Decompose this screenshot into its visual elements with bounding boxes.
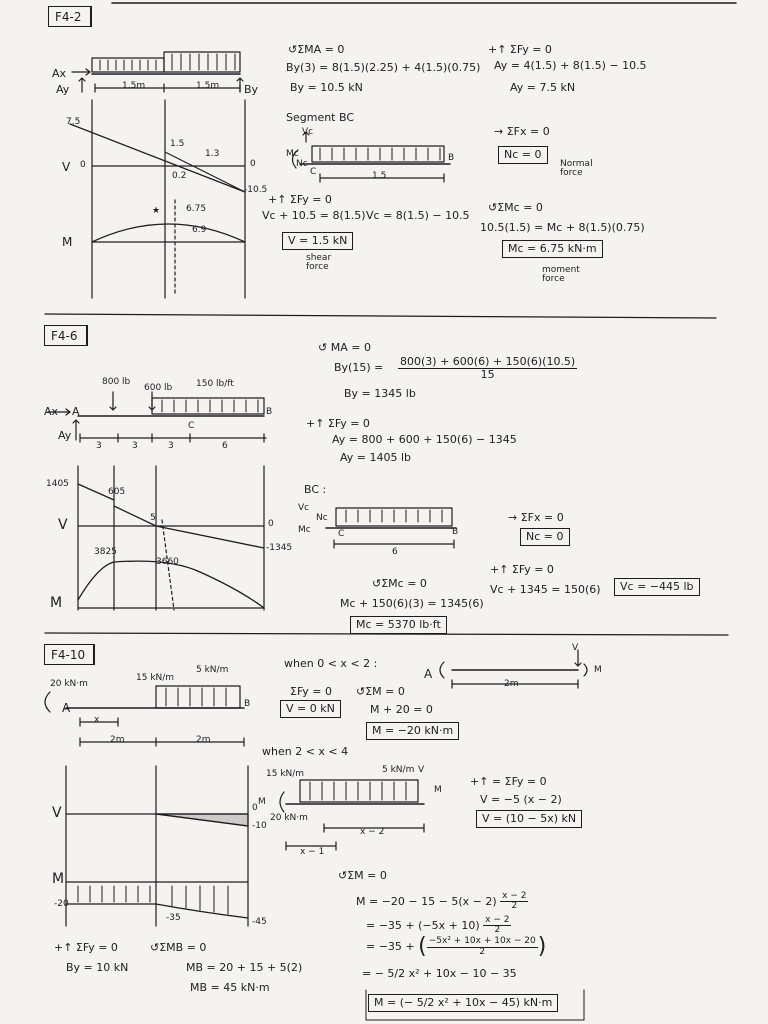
f4-2-box-mc: Mc = 6.75 kN·m <box>502 240 603 258</box>
f4-6-d4: 6 <box>222 441 228 451</box>
f4-10-fbd1-m: M <box>594 665 602 675</box>
f4-6-eq-fy-2: Ay = 1405 lb <box>340 451 412 464</box>
f4-2-eq-fy2-1: Vc + 10.5 = 8(1.5) <box>262 209 366 222</box>
f4-2-eq-mc-1: 10.5(1.5) = Mc + 8(1.5)(0.75) <box>480 221 645 234</box>
f4-10-beam-diagram <box>45 686 244 746</box>
f4-6-m-axis: M <box>50 595 63 611</box>
f4-10-v-zero: 0 <box>252 803 258 813</box>
f4-2-dim2: 1.5m <box>196 81 220 91</box>
f4-6-beam-diagram <box>48 392 266 442</box>
f4-6-bc-label: BC : <box>304 483 327 496</box>
f4-10-eq-m2-1-num: x − 2 <box>502 891 527 901</box>
f4-2-ay-label: Ay <box>56 83 70 96</box>
f4-10-case1-head: when 0 < x < 2 : <box>284 657 378 670</box>
f4-2-v-top: 7.5 <box>66 117 81 127</box>
f4-10-shear-moment-diagram <box>66 766 248 926</box>
f4-6-bc-c: C <box>338 529 345 539</box>
f4-2-v-zero: 0 <box>80 160 86 170</box>
f4-2-v-zero-right: 0 <box>250 159 256 169</box>
f4-6-a: A <box>72 405 80 418</box>
problem-header-f4-6: F4-6 <box>44 325 88 346</box>
f4-2-seg-mc: Mc <box>286 149 299 159</box>
f4-10-load-start: 15 kN/m <box>136 673 175 683</box>
f4-6-m-val2: 3660 <box>156 557 179 567</box>
f4-10-eq-by-1: By = 10 kN <box>66 961 129 974</box>
f4-10-eq-m2-3-num: −5x² + 10x + 10x − 20 <box>428 936 536 947</box>
f4-10-eq-m2-head: ↺ΣM = 0 <box>338 869 387 882</box>
f4-6-eq-ma-1-num: 800(3) + 600(6) + 150(6)(10.5) <box>400 355 576 368</box>
f4-6-eq-ma-head: ↺ MA = 0 <box>318 341 371 354</box>
f4-6-bc-nc: Nc <box>316 513 328 523</box>
f4-10-m-end: -45 <box>252 917 267 927</box>
f4-6-eq-fy2-1: Vc + 1345 = 150(6) <box>490 583 601 596</box>
f4-6-eq-ma-2: By = 1345 lb <box>344 387 416 400</box>
f4-6-d3: 3 <box>168 441 174 451</box>
f4-10-load-end: 5 kN/m <box>196 665 229 675</box>
f4-10-eq-fy-head: ΣFy = 0 <box>290 685 332 698</box>
f4-2-eq-fy2-2: Vc = 8(1.5) − 10.5 <box>366 209 470 222</box>
separator-1 <box>45 314 716 318</box>
f4-6-ax: Ax <box>44 405 59 418</box>
f4-6-bc-b: B <box>452 527 459 537</box>
f4-2-ax-label: Ax <box>52 67 67 80</box>
f4-10-eq-m2-2-num: x − 2 <box>485 915 510 925</box>
f4-6-d2: 3 <box>132 441 138 451</box>
f4-6-eq-ma-1-fraction <box>398 356 577 380</box>
f4-10-case2-head: when 2 < x < 4 <box>262 745 349 758</box>
f4-10-eq-m2-3-line: = −35 + ( $\frac{\text{−5x² + 10x + 10x − 20}}{2}$ ) <box>366 934 547 959</box>
f4-6-eq-ma-1-den: 15 <box>480 367 495 381</box>
f4-2-eq-fy2-head: +↑ ΣFy = 0 <box>268 193 332 206</box>
f4-2-m-note2: 6.9 <box>192 225 207 235</box>
f4-10-eq-m2-1-line <box>356 892 528 912</box>
f4-10-eq-m2-3-den: 2 <box>479 946 486 957</box>
f4-10-dim2: 2m <box>196 735 211 745</box>
f4-10-fbd1-a: A <box>424 667 433 681</box>
f4-10-v-axis: V <box>52 805 62 821</box>
f4-2-note-moment: moment force <box>542 265 580 284</box>
f4-10-eq-m2-1: M = −20 − 15 − 5(x − 2) <box>356 894 497 908</box>
f4-2-star: ★ <box>152 206 161 216</box>
f4-10-box-final: M = (− 5/2 x² + 10x − 45) kN·m <box>368 994 558 1012</box>
f4-6-d1: 3 <box>96 441 102 451</box>
f4-10-fbd2-v: V <box>418 765 425 775</box>
f4-2-dim1: 1.5m <box>122 81 146 91</box>
f4-2-seg-vc: Vc <box>302 127 314 137</box>
f4-10-box-m20: M = −20 kN·m <box>366 722 459 740</box>
f4-6-box-mc: Mc = 5370 lb·ft <box>350 616 447 634</box>
f4-6-shear-moment-diagram <box>78 466 264 610</box>
f4-10-m-axis: M <box>52 871 65 887</box>
f4-6-v-lbl1: 605 <box>108 487 126 497</box>
f4-10-eq-m2-2: = −35 + (−5x + 10) <box>366 918 480 932</box>
f4-2-eq-moment-head: ↺ΣMA = 0 <box>288 43 345 56</box>
f4-10-eq-m2-2-den: 2 <box>494 925 501 936</box>
f4-2-seg-nc: Nc <box>296 159 308 169</box>
f4-2-note-normal: Normal force <box>560 159 593 178</box>
f4-10-m-left: -20 <box>54 899 69 909</box>
f4-2-eq-moment-2: By = 10.5 kN <box>290 81 363 94</box>
f4-6-bc-fbd <box>326 508 459 548</box>
f4-2-eq-fy-1: Ay = 4(1.5) + 8(1.5) − 10.5 <box>494 59 647 72</box>
f4-6-c: C <box>188 421 195 431</box>
f4-10-fbd2-couple: 20 kN·m <box>270 813 308 823</box>
f4-2-m-axis: M <box>62 235 73 249</box>
f4-6-m-val1: 3825 <box>94 547 117 557</box>
f4-2-note-shear: shear force <box>306 253 332 272</box>
f4-6-box-nc: Nc = 0 <box>520 528 570 546</box>
f4-2-v-val2: 1.3 <box>205 149 220 159</box>
f4-10-eq-fy2-head: +↑ = ΣFy = 0 <box>470 775 547 788</box>
f4-10-fbd2-dim2: x − 1 <box>300 847 325 857</box>
f4-6-eq-fx-head: → ΣFx = 0 <box>508 511 564 524</box>
f4-10-a: A <box>62 701 71 715</box>
f4-2-seg-dim: 1.5 <box>372 171 387 181</box>
f4-6-v-axis: V <box>58 517 68 533</box>
f4-10-fbd2-load-start: 15 kN/m <box>266 769 305 779</box>
f4-10-eq-m2-4: = − 5/2 x² + 10x − 10 − 35 <box>362 967 517 980</box>
f4-10-eq-by-head: +↑ ΣFy = 0 <box>54 941 118 954</box>
f4-10-couple: 20 kN·m <box>50 679 88 689</box>
f4-6-eq-ma-1-left: By(15) = <box>334 361 384 374</box>
f4-10-box-v2: V = (10 − 5x) kN <box>476 810 582 828</box>
f4-6-v-bottom: -1345 <box>266 543 293 553</box>
f4-10-eq-m2-3: = −35 + <box>366 940 415 953</box>
f4-2-by-label: By <box>244 83 259 96</box>
f4-10-fbd2-mleft: M <box>258 797 266 807</box>
f4-6-load3: 150 lb/ft <box>196 379 234 389</box>
f4-10-fbd1-v: V <box>572 643 579 653</box>
f4-10-fbd2-m: M <box>434 785 442 795</box>
f4-6-eq-mc-head: ↺ΣMc = 0 <box>372 577 427 590</box>
f4-10-fbd2-load-end: 5 kN/m <box>382 765 415 775</box>
f4-10-fbd2-dim1: x − 2 <box>360 827 385 837</box>
f4-2-eq-fy-head: +↑ ΣFy = 0 <box>488 43 552 56</box>
f4-10-eq-fy2-1: V = −5 (x − 2) <box>480 793 562 806</box>
f4-2-box-nc: Nc = 0 <box>498 146 548 164</box>
f4-10-x: x <box>94 715 100 725</box>
f4-10-eq-m-head: ↺ΣM = 0 <box>356 685 405 698</box>
f4-2-v-val1: 1.5 <box>170 139 185 149</box>
f4-10-b: B <box>244 699 251 709</box>
problem-header-f4-10: F4-10 <box>44 644 95 665</box>
f4-6-ay: Ay <box>58 429 72 442</box>
f4-2-v-axis: V <box>62 160 71 174</box>
f4-6-v-zero: 0 <box>268 519 274 529</box>
f4-2-v-bottom: -10.5 <box>244 185 268 195</box>
f4-2-eq-mc-head: ↺ΣMc = 0 <box>488 201 543 214</box>
f4-2-shear-moment-diagram <box>70 100 245 298</box>
f4-2-eq-moment-1: By(3) = 8(1.5)(2.25) + 4(1.5)(0.75) <box>286 61 481 74</box>
f4-10-eq-mb-2: MB = 45 kN·m <box>190 981 270 994</box>
problem-header-f4-2: F4-2 <box>48 6 92 27</box>
f4-10-v-end: -10 <box>252 821 267 831</box>
f4-6-bc-mc: Mc <box>298 525 311 535</box>
f4-10-eq-m2-1-den: 2 <box>511 901 518 912</box>
f4-2-seg-b: B <box>448 153 455 163</box>
f4-10-box-v0: V = 0 kN <box>280 700 341 718</box>
f4-2-box-v: V = 1.5 kN <box>282 232 353 250</box>
f4-6-eq-fy-head: +↑ ΣFy = 0 <box>306 417 370 430</box>
f4-10-eq-m2-2-line <box>366 916 511 936</box>
f4-2-seg-c: C <box>310 167 317 177</box>
f4-6-b: B <box>266 407 273 417</box>
f4-2-eq-fx-head: → ΣFx = 0 <box>494 125 550 138</box>
f4-6-eq-fy-1: Ay = 800 + 600 + 150(6) − 1345 <box>332 433 517 446</box>
f4-6-load1: 800 lb <box>102 377 131 387</box>
f4-6-v-top: 1405 <box>46 479 69 489</box>
f4-2-v-val3: 0.2 <box>172 171 187 181</box>
f4-2-segment-label: Segment BC <box>286 111 355 124</box>
f4-6-load2: 600 lb <box>144 383 173 393</box>
f4-6-box-vc: Vc = −445 lb <box>614 578 700 596</box>
f4-10-dim1: 2m <box>110 735 125 745</box>
f4-10-eq-m-1: M + 20 = 0 <box>370 703 433 716</box>
f4-10-eq-mb-1: MB = 20 + 15 + 5(2) <box>186 961 303 974</box>
f4-10-fbd1-dim: 2m <box>504 679 519 689</box>
f4-10-eq-mb-head: ↺ΣMB = 0 <box>150 941 207 954</box>
f4-2-eq-fy-2: Ay = 7.5 kN <box>510 81 576 94</box>
f4-6-v-lbl2: 5 <box>150 513 156 523</box>
f4-6-bc-vc: Vc <box>298 503 310 513</box>
f4-6-eq-mc-1: Mc + 150(6)(3) = 1345(6) <box>340 597 484 610</box>
f4-6-bc-dim: 6 <box>392 547 398 557</box>
f4-6-eq-fy2-head: +↑ ΣFy = 0 <box>490 563 554 576</box>
f4-10-m-mid: -35 <box>166 913 181 923</box>
f4-2-m-note: 6.75 <box>186 204 207 214</box>
